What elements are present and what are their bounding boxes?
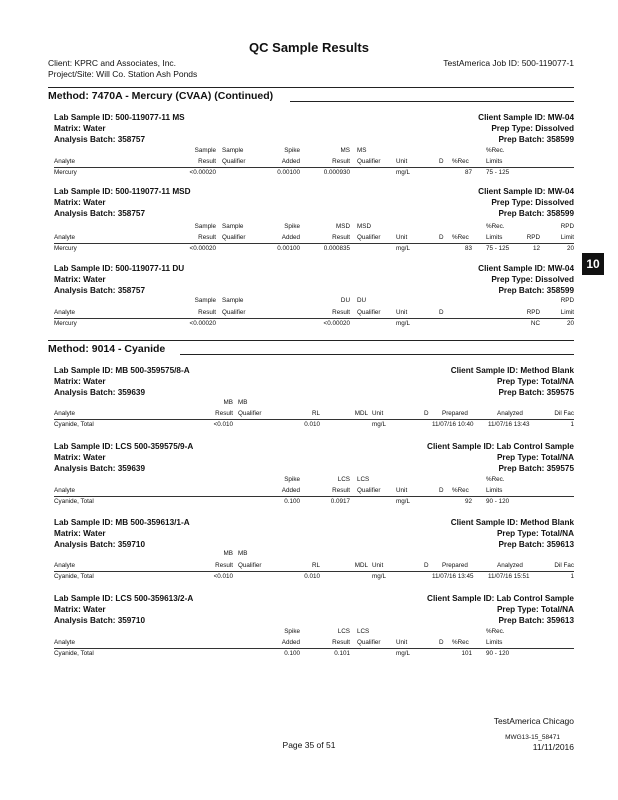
col-head: DU (340, 297, 350, 304)
col-head: Sample (194, 147, 216, 154)
analyte-cell: Cyanide, Total (54, 573, 94, 580)
col-head: D (424, 562, 429, 569)
col-head: Unit (372, 562, 384, 569)
prep-batch: Prep Batch: 358599 (498, 135, 574, 144)
prep-type: Prep Type: Total/NA (496, 529, 574, 538)
col-head: Sample (222, 297, 244, 304)
rec-cell: 87 (464, 169, 472, 176)
col-head: Qualifier (357, 158, 381, 165)
col-head: Qualifier (222, 234, 246, 241)
col-head: LCS (337, 476, 350, 483)
matrix: Matrix: Water (54, 453, 106, 462)
col-head: MSD (336, 223, 350, 230)
analyte-cell: Cyanide, Total (54, 421, 94, 428)
col-head: Prepared (442, 410, 468, 417)
prep-batch: Prep Batch: 358599 (498, 286, 574, 295)
analysis-batch: Analysis Batch: 359639 (54, 388, 146, 397)
header-underline (54, 496, 574, 497)
col-head: Qualifier (357, 639, 381, 646)
col-head: Unit (396, 158, 408, 165)
client-sample-id: Client Sample ID: Lab Control Sample (427, 594, 574, 603)
lab-sample-id: Lab Sample ID: LCS 500-359613/2-A (54, 594, 194, 603)
document-id: MWG13-15_58471 (505, 734, 560, 741)
rec-cell: 92 (464, 498, 472, 505)
method-heading-cyanide: Method: 9014 - Cyanide (48, 343, 166, 355)
col-head: Qualifier (357, 487, 381, 494)
spike-added-cell: 0.100 (284, 498, 300, 505)
unit-cell: mg/L (396, 320, 410, 327)
client-sample-id: Client Sample ID: MW-04 (478, 113, 574, 122)
analyzed-cell: 11/07/16 13:43 (488, 421, 530, 428)
project-site: Project/Site: Will Co. Station Ash Ponds (48, 69, 198, 79)
col-head: RPD (560, 223, 574, 230)
unit-cell: mg/L (372, 421, 386, 428)
col-head: Unit (372, 410, 384, 417)
col-head: Qualifier (238, 410, 262, 417)
col-head: Limits (486, 158, 503, 165)
spike-added-cell: 0.00100 (277, 169, 300, 176)
col-head: MB (238, 550, 248, 557)
lab-sample-id: Lab Sample ID: MB 500-359613/1-A (54, 518, 190, 527)
unit-cell: mg/L (396, 169, 410, 176)
col-head: Result (198, 234, 216, 241)
analysis-batch: Analysis Batch: 359710 (54, 540, 146, 549)
result-cell: 0.000930 (323, 169, 350, 176)
col-head: %Rec. (486, 476, 505, 483)
col-head: Analyte (54, 309, 76, 316)
client-sample-id: Client Sample ID: Lab Control Sample (427, 442, 574, 451)
col-head: Limit (560, 309, 574, 316)
col-head: RPD (560, 297, 574, 304)
lab-sample-id: Lab Sample ID: LCS 500-359575/9-A (54, 442, 194, 451)
prep-type: Prep Type: Total/NA (496, 453, 574, 462)
col-head: Result (215, 410, 233, 417)
matrix: Matrix: Water (54, 275, 106, 284)
col-head: Qualifier (357, 309, 381, 316)
col-head: Unit (396, 309, 408, 316)
unit-cell: mg/L (396, 245, 410, 252)
rl-cell: 0.010 (304, 421, 320, 428)
result-cell: 0.000835 (323, 245, 350, 252)
analyte-cell: Cyanide, Total (54, 498, 94, 505)
footer-lab-name: TestAmerica Chicago (493, 716, 574, 726)
prep-type: Prep Type: Dissolved (491, 124, 574, 133)
col-head: %Rec. (486, 147, 505, 154)
col-head: Limits (486, 234, 503, 241)
col-head: MS (357, 147, 367, 154)
result-cell: <0.010 (213, 421, 233, 428)
page-title: QC Sample Results (249, 40, 369, 55)
col-head: MS (340, 147, 350, 154)
divider (48, 340, 574, 341)
col-head: Qualifier (222, 309, 246, 316)
col-head: MB (223, 550, 233, 557)
sample-result-cell: <0.00020 (189, 169, 216, 176)
matrix: Matrix: Water (54, 377, 106, 386)
rl-cell: 0.010 (304, 573, 320, 580)
prep-batch: Prep Batch: 359613 (498, 540, 574, 549)
section-tab: 10 (582, 253, 604, 275)
client-sample-id: Client Sample ID: Method Blank (450, 518, 574, 527)
prep-batch: Prep Batch: 358599 (498, 209, 574, 218)
col-head: Spike (284, 147, 300, 154)
col-head: Limit (560, 234, 574, 241)
col-head: Qualifier (238, 562, 262, 569)
col-head: Added (281, 158, 300, 165)
rpd-cell: NC (530, 320, 540, 327)
limits-cell: 75 - 125 (486, 245, 510, 252)
col-head: Analyte (54, 487, 76, 494)
prep-type: Prep Type: Total/NA (496, 377, 574, 386)
result-cell: <0.010 (213, 573, 233, 580)
method-heading-mercury: Method: 7470A - Mercury (CVAA) (Continued) (48, 90, 274, 102)
rpd-limit-cell: 20 (566, 245, 574, 252)
col-head: Result (332, 487, 350, 494)
rpd-limit-cell: 20 (566, 320, 574, 327)
prepared-cell: 11/07/16 10:40 (432, 421, 474, 428)
unit-cell: mg/L (396, 650, 410, 657)
prepared-cell: 11/07/16 13:45 (432, 573, 474, 580)
unit-cell: mg/L (372, 573, 386, 580)
result-cell: 0.101 (334, 650, 350, 657)
result-cell: 0.0917 (330, 498, 350, 505)
analysis-batch: Analysis Batch: 358757 (54, 209, 146, 218)
col-head: Unit (396, 487, 408, 494)
col-head: RPD (526, 309, 540, 316)
col-head: Dil Fac (554, 410, 574, 417)
prep-batch: Prep Batch: 359575 (498, 464, 574, 473)
header-underline (54, 318, 574, 319)
report-date: 11/11/2016 (532, 742, 574, 752)
matrix: Matrix: Water (54, 605, 106, 614)
page-number: Page 35 of 51 (282, 740, 336, 750)
header-underline (54, 243, 574, 244)
col-head: Spike (284, 476, 300, 483)
divider (180, 354, 574, 355)
analyte-cell: Cyanide, Total (54, 650, 94, 657)
header-underline (54, 648, 574, 649)
col-head: Spike (284, 628, 300, 635)
col-head: %Rec (452, 487, 469, 494)
analysis-batch: Analysis Batch: 358757 (54, 135, 146, 144)
col-head: D (439, 309, 444, 316)
col-head: Sample (222, 147, 244, 154)
divider (48, 87, 574, 88)
prep-type: Prep Type: Dissolved (491, 275, 574, 284)
matrix: Matrix: Water (54, 198, 106, 207)
col-head: Limits (486, 487, 503, 494)
col-head: Result (332, 309, 350, 316)
col-head: MSD (357, 223, 371, 230)
col-head: MB (238, 399, 248, 406)
col-head: %Rec. (486, 223, 505, 230)
col-head: MDL (354, 410, 368, 417)
col-head: %Rec. (486, 628, 505, 635)
analyte-cell: Mercury (54, 169, 77, 176)
unit-cell: mg/L (396, 498, 410, 505)
result-cell: <0.00020 (323, 320, 350, 327)
col-head: Analyte (54, 410, 76, 417)
col-head: Analyte (54, 639, 76, 646)
sample-result-cell: <0.00020 (189, 320, 216, 327)
spike-added-cell: 0.00100 (277, 245, 300, 252)
rec-cell: 101 (461, 650, 472, 657)
col-head: RL (311, 562, 320, 569)
prep-type: Prep Type: Dissolved (491, 198, 574, 207)
col-head: D (439, 234, 444, 241)
prep-batch: Prep Batch: 359575 (498, 388, 574, 397)
limits-cell: 90 - 120 (486, 650, 510, 657)
col-head: LCS (357, 476, 370, 483)
dilfac-cell: 1 (570, 421, 574, 428)
analysis-batch: Analysis Batch: 359639 (54, 464, 146, 473)
col-head: D (439, 158, 444, 165)
limits-cell: 90 - 120 (486, 498, 510, 505)
col-head: LCS (337, 628, 350, 635)
col-head: Added (281, 639, 300, 646)
prep-type: Prep Type: Total/NA (496, 605, 574, 614)
col-head: LCS (357, 628, 370, 635)
col-head: Sample (222, 223, 244, 230)
col-head: Result (332, 158, 350, 165)
col-head: Result (332, 639, 350, 646)
col-head: Dil Fac (554, 562, 574, 569)
client-name: Client: KPRC and Associates, Inc. (48, 58, 177, 68)
job-id: TestAmerica Job ID: 500-119077-1 (443, 58, 574, 68)
analyte-cell: Mercury (54, 245, 77, 252)
col-head: RPD (526, 234, 540, 241)
lab-sample-id: Lab Sample ID: 500-119077-11 DU (54, 264, 185, 273)
col-head: D (424, 410, 429, 417)
dilfac-cell: 1 (570, 573, 574, 580)
client-sample-id: Client Sample ID: MW-04 (478, 187, 574, 196)
col-head: %Rec (452, 158, 469, 165)
col-head: Result (215, 562, 233, 569)
col-head: Analyte (54, 562, 76, 569)
spike-added-cell: 0.100 (284, 650, 300, 657)
header-underline (54, 419, 574, 420)
col-head: Analyzed (497, 562, 523, 569)
analyzed-cell: 11/07/16 15:51 (488, 573, 530, 580)
col-head: D (439, 639, 444, 646)
col-head: D (439, 487, 444, 494)
col-head: Added (281, 487, 300, 494)
analysis-batch: Analysis Batch: 359710 (54, 616, 146, 625)
col-head: Qualifier (357, 234, 381, 241)
col-head: Analyte (54, 158, 76, 165)
sample-result-cell: <0.00020 (189, 245, 216, 252)
analyte-cell: Mercury (54, 320, 77, 327)
client-sample-id: Client Sample ID: Method Blank (450, 366, 574, 375)
prep-batch: Prep Batch: 359613 (498, 616, 574, 625)
col-head: Result (198, 309, 216, 316)
col-head: Result (332, 234, 350, 241)
rpd-cell: 12 (532, 245, 540, 252)
col-head: Prepared (442, 562, 468, 569)
col-head: Spike (284, 223, 300, 230)
matrix: Matrix: Water (54, 529, 106, 538)
col-head: Added (281, 234, 300, 241)
limits-cell: 75 - 125 (486, 169, 510, 176)
header-underline (54, 571, 574, 572)
col-head: Qualifier (222, 158, 246, 165)
col-head: Result (198, 158, 216, 165)
lab-sample-id: Lab Sample ID: MB 500-359575/8-A (54, 366, 190, 375)
col-head: Sample (194, 223, 216, 230)
matrix: Matrix: Water (54, 124, 106, 133)
client-sample-id: Client Sample ID: MW-04 (478, 264, 574, 273)
col-head: MDL (354, 562, 368, 569)
col-head: DU (357, 297, 367, 304)
analysis-batch: Analysis Batch: 358757 (54, 286, 146, 295)
lab-sample-id: Lab Sample ID: 500-119077-11 MS (54, 113, 185, 122)
col-head: Analyte (54, 234, 76, 241)
col-head: Analyzed (497, 410, 523, 417)
col-head: Unit (396, 234, 408, 241)
header-underline (54, 167, 574, 168)
col-head: Unit (396, 639, 408, 646)
col-head: %Rec (452, 639, 469, 646)
col-head: RL (311, 410, 320, 417)
lab-sample-id: Lab Sample ID: 500-119077-11 MSD (54, 187, 191, 196)
col-head: Sample (194, 297, 216, 304)
divider (290, 101, 574, 102)
col-head: Limits (486, 639, 503, 646)
rec-cell: 83 (464, 245, 472, 252)
col-head: %Rec (452, 234, 469, 241)
col-head: MB (223, 399, 233, 406)
